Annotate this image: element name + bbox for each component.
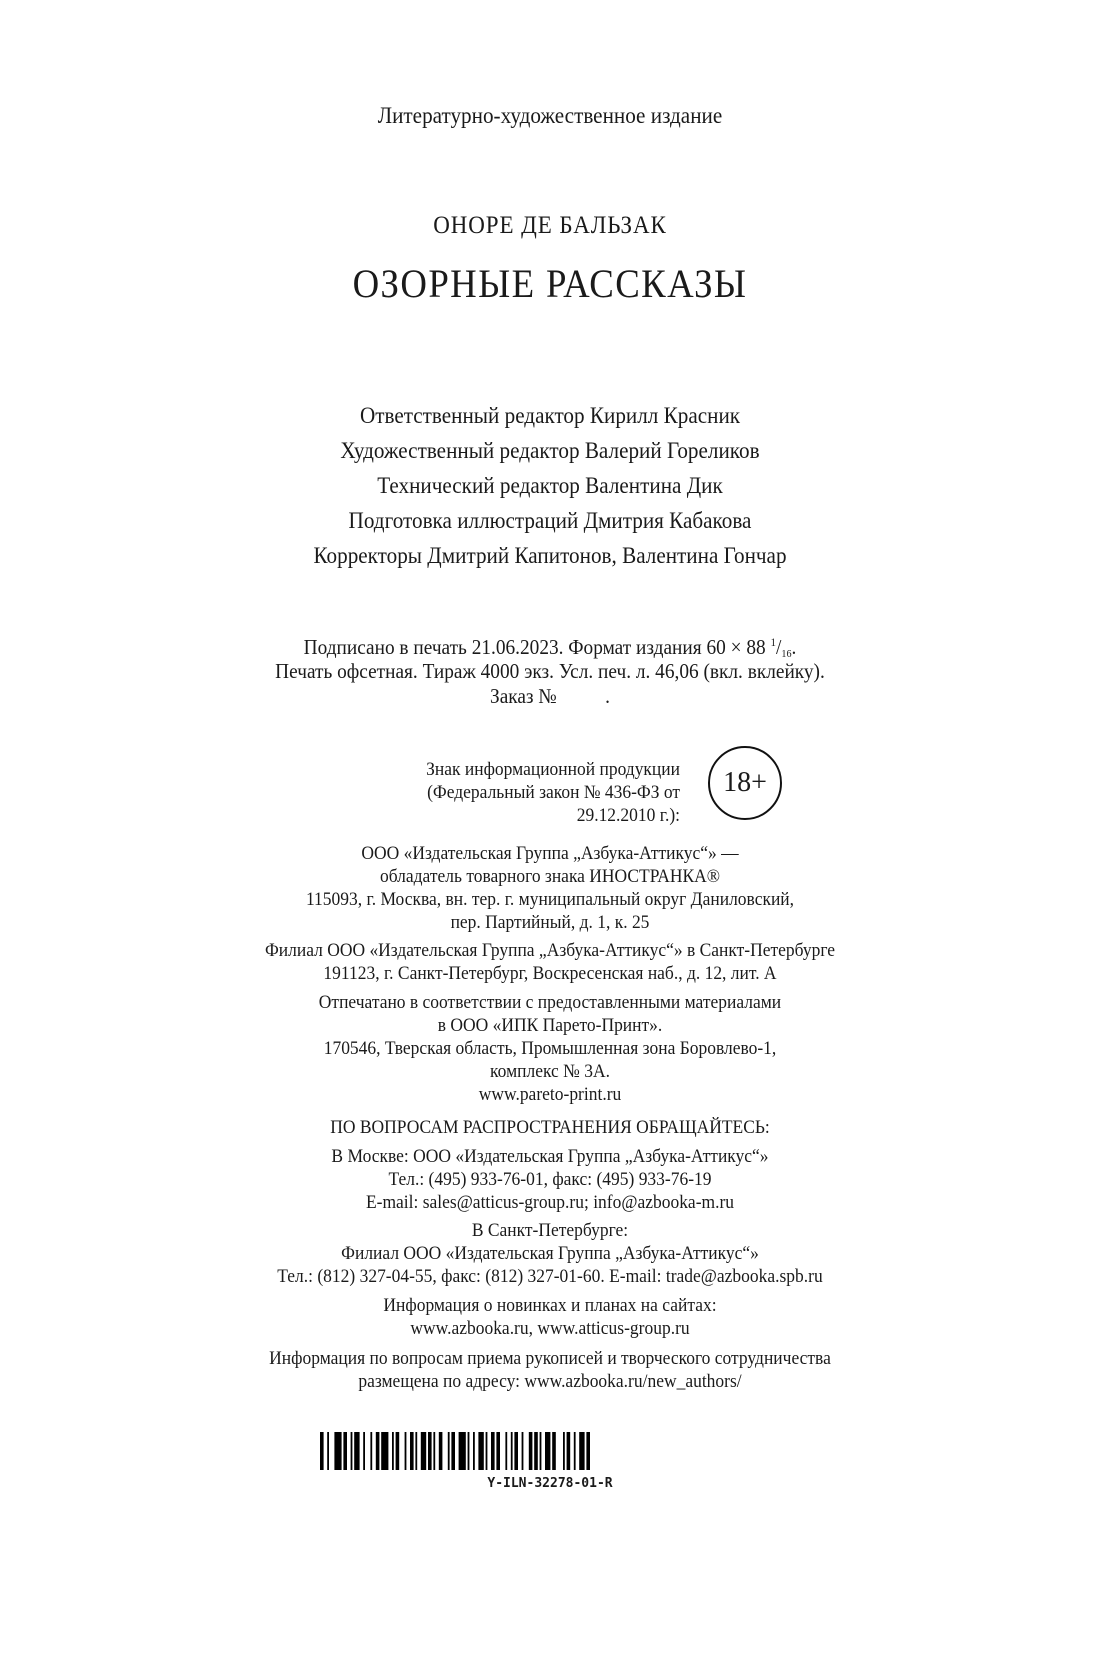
barcode-bar xyxy=(421,1432,426,1470)
age-rating-badge: 18+ xyxy=(708,746,782,820)
branch-line: 191123, г. Санкт-Петербург, Воскресенская наб., д. 12, лит. А xyxy=(323,963,777,984)
barcode-bar xyxy=(529,1432,533,1470)
barcode-bar xyxy=(486,1432,488,1470)
barcode-bar xyxy=(327,1432,329,1470)
format-slash: / xyxy=(776,635,782,659)
staff-line: Технический редактор Валентина Дик xyxy=(377,473,723,498)
barcode-bar xyxy=(459,1432,466,1470)
barcode-bar xyxy=(392,1432,394,1470)
barcode-bar xyxy=(579,1432,584,1470)
printer-website: www.pareto-print.ru xyxy=(478,1084,622,1105)
staff-line: Художественный редактор Валерий Гореликов xyxy=(340,438,760,463)
barcode-bar xyxy=(514,1432,518,1470)
moscow-contact-line: E-mail: sales@atticus-group.ru; info@azbooka-m.ru xyxy=(365,1192,735,1213)
barcode-bar xyxy=(320,1432,324,1470)
publisher-line: 115093, г. Москва, вн. тер. г. муниципальный округ Даниловский, xyxy=(305,889,795,910)
age-rating-label-line2: (Федеральный закон № 436-ФЗ от 29.12.2010 г.): xyxy=(427,782,680,826)
branch-line: Филиал ООО «Издательская Группа „Азбука-Аттикус“» в Санкт-Петербурге xyxy=(264,940,836,961)
barcode-bar xyxy=(545,1432,550,1470)
barcode-bar xyxy=(451,1432,455,1470)
barcode-bar xyxy=(574,1432,576,1470)
barcode-bar xyxy=(370,1432,372,1470)
printer-line: Отпечатано в соответствии с предоставленными материалами xyxy=(318,992,782,1013)
barcode-bar xyxy=(496,1432,500,1470)
format-denominator: 16 xyxy=(781,648,792,660)
staff-line: Корректоры Дмитрий Капитонов, Валентина Гончар xyxy=(313,543,787,568)
barcode-bar xyxy=(415,1432,417,1470)
moscow-contact-line: В Москве: ООО «Издательская Группа „Азбука-Аттикус“» xyxy=(331,1146,769,1167)
barcode-bar xyxy=(343,1432,347,1470)
barcode-bar xyxy=(439,1432,443,1470)
barcode-bar xyxy=(563,1432,565,1470)
distribution-heading: ПО ВОПРОСАМ РАСПРОСТРАНЕНИЯ ОБРАЩАЙТЕСЬ: xyxy=(330,1117,770,1138)
barcode-icon xyxy=(320,1432,740,1470)
barcode-bar xyxy=(552,1432,556,1470)
staff-line: Подготовка иллюстраций Дмитрия Кабакова xyxy=(348,508,752,533)
barcode-bar xyxy=(376,1432,380,1470)
printer-line: в ООО «ИПК Парето-Принт». xyxy=(437,1015,663,1036)
printer-line: комплекс № 3А. xyxy=(490,1061,610,1082)
barcode-bar xyxy=(478,1432,483,1470)
barcode-bar xyxy=(473,1432,475,1470)
barcode-bar xyxy=(448,1432,450,1470)
barcode-bar xyxy=(334,1432,341,1470)
publisher-line: обладатель товарного знака ИНОСТРАНКА® xyxy=(379,866,721,887)
barcode-bar xyxy=(433,1432,435,1470)
book-title: ОЗОРНЫЕ РАССКАЗЫ xyxy=(352,261,748,306)
barcode-bar xyxy=(586,1432,590,1470)
imprint-signed-text: Подписано в печать 21.06.2023. Формат издания 60 × 88 xyxy=(303,635,771,659)
news-info-line: www.azbooka.ru, www.atticus-group.ru xyxy=(410,1318,690,1339)
publisher-line: пер. Партийный, д. 1, к. 25 xyxy=(450,912,650,933)
age-rating-label-line1: Знак информационной продукции xyxy=(426,759,680,780)
barcode-bar xyxy=(381,1432,388,1470)
staff-line: Ответственный редактор Кирилл Красник xyxy=(359,403,741,428)
imprint-signed xyxy=(44,636,1056,660)
barcode-bar xyxy=(505,1432,507,1470)
authors-info-line: Информация по вопросам приема рукописей и творческого сотрудничества xyxy=(269,1348,831,1369)
barcode-bar xyxy=(522,1432,524,1470)
barcode-bar xyxy=(363,1432,365,1470)
barcode-bar xyxy=(511,1432,513,1470)
barcode-bar xyxy=(405,1432,407,1470)
author-name: ОНОРЕ ДЕ БАЛЬЗАК xyxy=(433,212,667,239)
spb-contact-line: В Санкт-Петербурге: xyxy=(471,1220,629,1241)
barcode-bar xyxy=(534,1432,538,1470)
publisher-line: ООО «Издательская Группа „Азбука-Аттикус“» — xyxy=(361,843,739,864)
spb-contact-line: Тел.: (812) 327-04-55, факс: (812) 327-01-60. E-mail: trade@azbooka.spb.ru xyxy=(277,1266,823,1287)
authors-info-line: размещена по адресу: www.azbooka.ru/new_authors/ xyxy=(358,1371,742,1392)
barcode-bar xyxy=(410,1432,414,1470)
barcode-bar xyxy=(540,1432,542,1470)
moscow-contact-line: Тел.: (495) 933-76-01, факс: (495) 933-76-19 xyxy=(388,1169,712,1190)
barcode-bar xyxy=(491,1432,495,1470)
barcode-bar xyxy=(396,1432,400,1470)
printer-line: 170546, Тверская область, Промышленная зона Боровлево-1, xyxy=(323,1038,777,1059)
imprint-print: Печать офсетная. Тираж 4000 экз. Усл. печ. л. 46,06 (вкл. вклейку). xyxy=(275,659,825,683)
barcode-bar xyxy=(351,1432,353,1470)
imprint-order: Заказ № . xyxy=(490,684,610,708)
barcode-bar xyxy=(428,1432,432,1470)
news-info-line: Информация о новинках и планах на сайтах: xyxy=(383,1295,717,1316)
barcode-bar xyxy=(567,1432,571,1470)
barcode-code: Y-ILN-32278-01-R xyxy=(487,1476,613,1491)
edition-type: Литературно-художественное издание xyxy=(377,103,723,128)
barcode-bar xyxy=(354,1432,359,1470)
age-rating-label xyxy=(404,758,680,827)
barcode-bar xyxy=(468,1432,470,1470)
format-suffix: . xyxy=(791,635,797,659)
spb-contact-line: Филиал ООО «Издательская Группа „Азбука-Аттикус“» xyxy=(341,1243,759,1264)
format-numerator: 1 xyxy=(770,635,777,649)
